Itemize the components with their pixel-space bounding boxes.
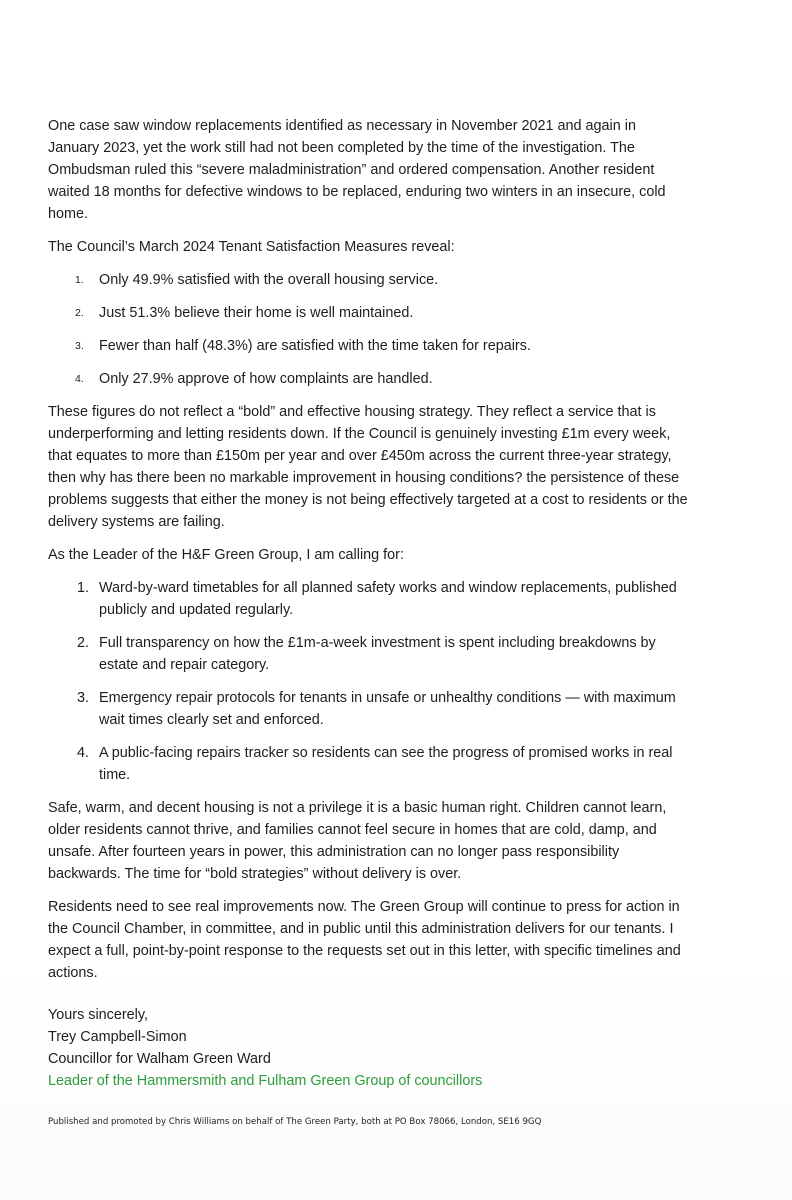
list-item bbox=[48, 577, 688, 621]
list-item-text: Ward-by-ward timetables for all planned safety works and window replacements, published publicly and updated regularly. bbox=[99, 580, 677, 618]
imprint-footer: Published and promoted by Chris Williams on behalf of The Green Party, both at PO Box 78066, London, SE16 9GQ bbox=[48, 1117, 542, 1127]
list-item-number: 2. bbox=[75, 307, 84, 319]
list-item bbox=[48, 742, 688, 786]
paragraph-satisfaction-intro: The Council’s March 2024 Tenant Satisfaction Measures reveal: bbox=[48, 239, 455, 255]
list-item-text: Only 49.9% satisfied with the overall housing service. bbox=[99, 272, 439, 288]
list-item-number: 3. bbox=[75, 340, 84, 352]
signatory-role: Councillor for Walham Green Ward bbox=[48, 1051, 271, 1067]
demands-list bbox=[48, 577, 688, 786]
paragraph-window-cases: One case saw window replacements identified as necessary in November 2021 and again in January 2023, yet the work still had not been completed by the time of the investigation. The Ombudsman ruled this “severe maladministration” and ordered compensation. Another resident waited 18 months for defective windows to be replaced, enduring two winters in an insecure, cold home. bbox=[48, 118, 666, 222]
list-item-number: 4. bbox=[75, 373, 84, 385]
list-item-text: Full transparency on how the £1m-a-week investment is spent including breakdowns by estate and repair category. bbox=[99, 635, 656, 673]
paragraph-calling-for: As the Leader of the H&F Green Group, I am calling for: bbox=[48, 547, 404, 563]
list-item bbox=[48, 687, 688, 731]
list-item-number: 1. bbox=[77, 580, 90, 596]
signoff-block bbox=[48, 1004, 688, 1092]
list-item-number: 2. bbox=[77, 635, 90, 651]
paragraph-housing-right: Safe, warm, and decent housing is not a privilege it is a basic human right. Children cannot learn, older residents cannot thrive, and families cannot feel secure in homes that are cold, damp, and unsafe. After fourteen years in power, this administration can no longer pass responsibility backwards. The time for “bold strategies” without delivery is over. bbox=[48, 800, 667, 882]
closing-line: Yours sincerely, bbox=[48, 1007, 148, 1023]
paragraph-residents-need: Residents need to see real improvements now. The Green Group will continue to press for action in the Council Chamber, in committee, and in public until this administration delivers for our tenants. I expect a full, point-by-point response to the requests set out in this letter, with specific timelines and actions. bbox=[48, 899, 681, 981]
list-item bbox=[48, 368, 688, 390]
list-item-text: Only 27.9% approve of how complaints are handled. bbox=[99, 371, 433, 387]
list-item-number: 3. bbox=[77, 690, 90, 706]
list-item-number: 4. bbox=[77, 745, 90, 761]
list-item bbox=[48, 302, 688, 324]
list-item bbox=[48, 632, 688, 676]
letter-body bbox=[48, 115, 688, 1092]
list-item-text: Just 51.3% believe their home is well maintained. bbox=[99, 305, 414, 321]
list-item bbox=[48, 269, 688, 291]
list-item-text: Fewer than half (48.3%) are satisfied with the time taken for repairs. bbox=[99, 338, 531, 354]
signatory-name: Trey Campbell-Simon bbox=[48, 1029, 187, 1045]
paragraph-figures-analysis: These figures do not reflect a “bold” and effective housing strategy. They reflect a service that is underperforming and letting residents down. If the Council is genuinely investing £1m every week, that equates to more than £150m per year and over £450m across the current three-year strategy, then why has there been no markable improvement in housing conditions? the persistence of these problems suggests that either the money is not being effectively targeted at a cost to residents or the delivery systems are failing. bbox=[48, 404, 688, 530]
signatory-leader-title: Leader of the Hammersmith and Fulham Green Group of councillors bbox=[48, 1073, 483, 1089]
list-item-number: 1. bbox=[75, 274, 84, 286]
list-item bbox=[48, 335, 688, 357]
satisfaction-list bbox=[48, 269, 688, 390]
list-item-text: A public-facing repairs tracker so residents can see the progress of promised works in real time. bbox=[99, 745, 673, 783]
list-item-text: Emergency repair protocols for tenants in unsafe or unhealthy conditions — with maximum wait times clearly set and enforced. bbox=[99, 690, 676, 728]
